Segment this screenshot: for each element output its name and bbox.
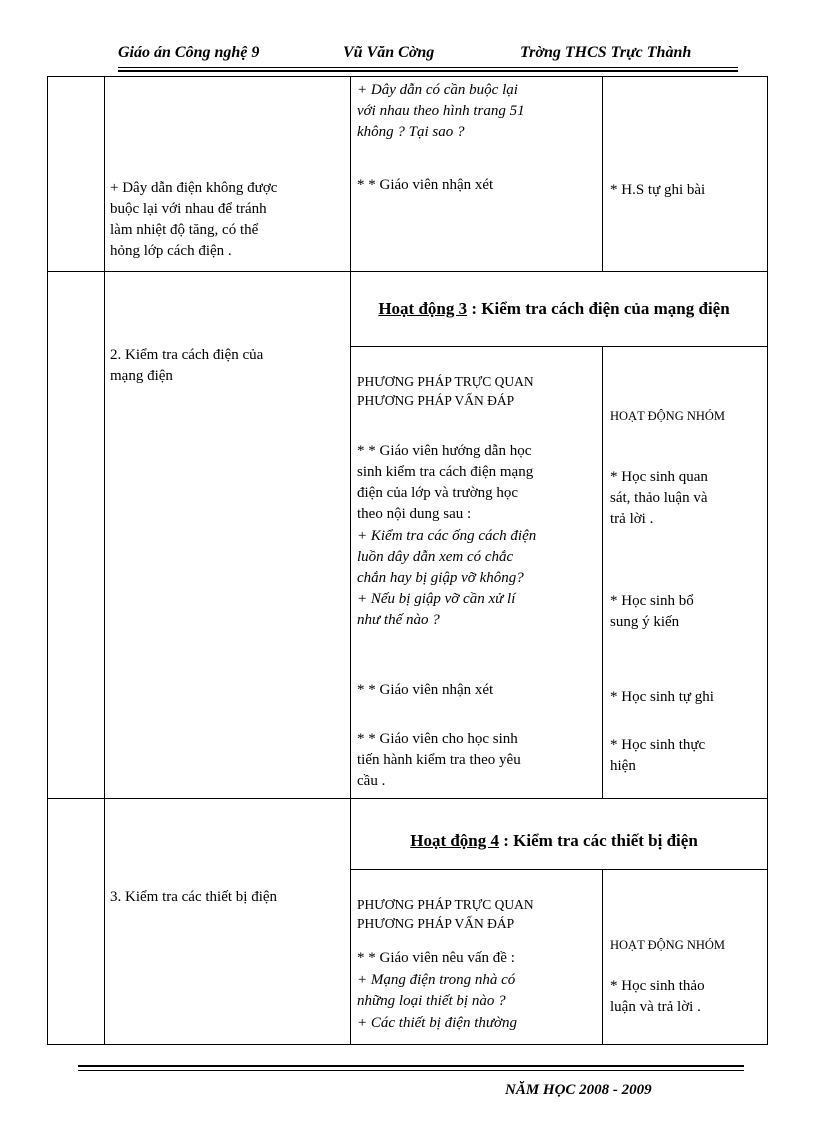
student-notes: * Học sinh tự ghi — [610, 689, 714, 705]
teacher-comment: * * Giáo viên nhận xét — [357, 177, 494, 193]
footer-rule — [78, 1070, 744, 1071]
section-2-title: 2. Kiểm tra cách điện của mạng điện — [110, 347, 264, 384]
header-school: Trờng THCS Trực Thành — [520, 44, 692, 61]
question-repair: + Nếu bị giập vỡ cần xử lí như thế nào ? — [357, 591, 516, 628]
header-teacher: Vũ Văn Cờng — [343, 44, 435, 61]
teacher-task: * * Giáo viên cho học sinh tiến hành kiểm tra theo yêu cầu . — [357, 731, 521, 789]
teacher-comment-2: * * Giáo viên nhận xét — [357, 682, 494, 698]
activity-3-heading: Hoạt động 3 : Kiểm tra cách điện của mạng điện — [378, 299, 730, 318]
school-year: NĂM HỌC 2008 - 2009 — [505, 1082, 652, 1098]
teacher-question: + Dây dẫn có cần buộc lại với nhau theo hình trang 51 không ? Tại sao ? — [357, 82, 525, 140]
student-observe: * Học sinh quan sát, thảo luận và trả lời . — [610, 469, 708, 527]
teacher-guide: * * Giáo viên hướng dẫn học sinh kiểm tra cách điện mạng điện của lớp và trường học theo nội dung sau : — [357, 443, 534, 522]
activity-4-heading: Hoạt động 4 : Kiểm tra các thiết bị điện — [410, 831, 698, 850]
footer-rule-thick — [78, 1065, 744, 1067]
section-3-title: 3. Kiểm tra các thiết bị điện — [110, 889, 278, 905]
header-rule-thick — [118, 70, 738, 72]
student-supplement: * Học sinh bổ sung ý kiến — [610, 593, 694, 630]
content-wiring-note: + Dây dẫn điện không được buộc lại với nhau để tránh làm nhiệt độ tăng, có thể hỏng lớp cách điện . — [110, 180, 278, 259]
teaching-methods: PHƯƠNG PHÁP TRỰC QUAN PHƯƠNG PHÁP VẤN ĐÁP — [357, 374, 534, 408]
header-rule — [118, 67, 738, 68]
group-activity-label: HOẠT ĐỘNG NHÓM — [610, 409, 726, 423]
question-conduit: + Kiểm tra các ống cách điện luồn dây dẫn xem có chắc chắn hay bị giập vỡ không? — [357, 528, 537, 586]
question-devices: + Mạng điện trong nhà có những loại thiết bị nào ? — [357, 972, 516, 1009]
teacher-raise-issue: * * Giáo viên nêu vấn đề : — [357, 950, 515, 966]
student-note: * H.S tự ghi bài — [610, 182, 706, 198]
teaching-methods-2: PHƯƠNG PHÁP TRỰC QUAN PHƯƠNG PHÁP VẤN ĐÁP — [357, 897, 534, 931]
student-perform: * Học sinh thực hiện — [610, 737, 706, 774]
group-activity-label-2: HOẠT ĐỘNG NHÓM — [610, 938, 726, 952]
student-discuss: * Học sinh thảo luận và trả lời . — [610, 978, 705, 1015]
header-plan: Giáo án Công nghệ 9 — [118, 44, 260, 61]
question-devices-cont: + Các thiết bị điện thường — [357, 1015, 518, 1031]
